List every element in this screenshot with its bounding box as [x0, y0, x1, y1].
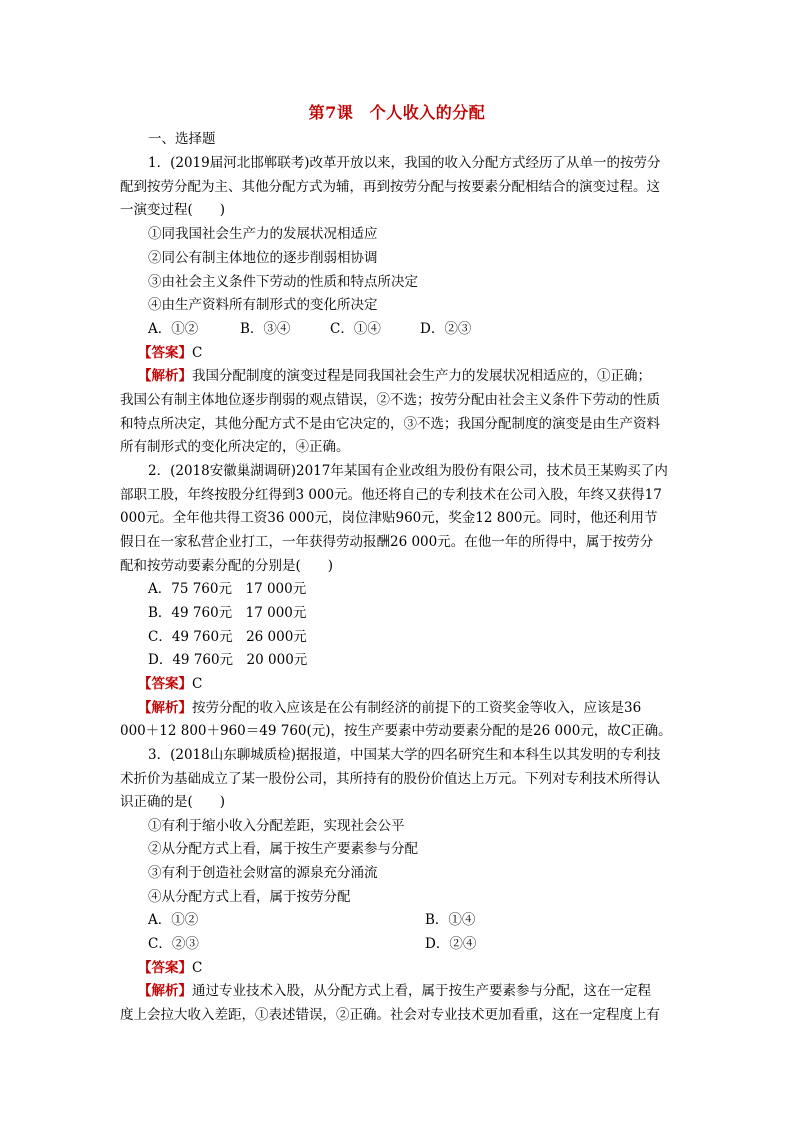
q2-stem-line-5: 配和按劳动要素分配的分别是( ) [120, 558, 334, 574]
q2-stem-line-2: 部职工股，年终按股分红得到3 000元。他还将自己的专利技术在公司入股，年终又获得17 [120, 487, 662, 503]
q1-stem-line-1: 1．(2019届河北邯郸联考)改革开放以来，我国的收入分配方式经历了从单一的按劳分 [148, 155, 661, 171]
q3-answer [138, 959, 202, 977]
q2-option-d: D．49 760元 20 000元 [148, 652, 308, 668]
q2-stem-line-4: 假日在一家私营企业打工，一年获得劳动报酬26 000元。在他一年的所得中，属于按劳分 [120, 534, 654, 550]
analysis-text: 通过专业技术入股，从分配方式上看，属于按生产要素参与分配，这在一定程 [192, 983, 651, 999]
q3-item-1: ①有利于缩小收入分配差距，实现社会公平 [148, 818, 405, 834]
analysis-label: 【解析】 [138, 368, 192, 384]
q1-analysis-line-4: 所有制形式的变化所决定的，④正确。 [120, 439, 350, 455]
q2-option-b: B．49 760元 17 000元 [148, 605, 307, 621]
q1-stem-line-3: 一演变过程( ) [120, 202, 226, 218]
q3-analysis-line-2: 度上会拉大收入差距，①表述错误，②正确。社会对专业技术更加看重，这在一定程度上有 [120, 1007, 660, 1023]
q1-option-c: C．①④ [330, 321, 381, 337]
q3-item-4: ④从分配方式上看，属于按劳分配 [148, 889, 351, 905]
q3-item-3: ③有利于创造社会财富的源泉充分涌流 [148, 865, 378, 881]
q1-option-b: B．③④ [240, 321, 291, 337]
answer-label: 【答案】 [138, 676, 192, 692]
analysis-text: 按劳分配的收入应该是在公有制经济的前提下的工资奖金等收入，应该是36 [192, 700, 642, 716]
q1-option-d: D．②③ [420, 321, 472, 337]
q3-option-b: B．①④ [425, 912, 476, 928]
q3-stem-line-2: 术折价为基础成立了某一股份公司，其所持有的股份价值达上万元。下列对专利技术所得认 [120, 771, 660, 787]
answer-value: C [192, 676, 203, 692]
q1-analysis-line-1 [138, 367, 651, 385]
q1-item-1: ①同我国社会生产力的发展状况相适应 [148, 226, 378, 242]
page-title: 第7课 个人收入的分配 [308, 103, 486, 122]
q1-option-a: A．①② [148, 321, 199, 337]
analysis-label: 【解析】 [138, 983, 192, 999]
answer-label: 【答案】 [138, 960, 192, 976]
q2-option-a: A．75 760元 17 000元 [148, 581, 307, 597]
q1-item-2: ②同公有制主体地位的逐步削弱相协调 [148, 250, 378, 266]
q1-answer [138, 344, 202, 362]
answer-label: 【答案】 [138, 345, 192, 361]
answer-value: C [192, 960, 203, 976]
q3-item-2: ②从分配方式上看，属于按生产要素参与分配 [148, 841, 418, 857]
q2-option-c: C．49 760元 26 000元 [148, 629, 307, 645]
q2-stem-line-3: 000元。全年他共得工资36 000元，岗位津贴960元，奖金12 800元。同时，他还利用节 [120, 510, 658, 526]
q2-answer [138, 675, 202, 693]
q3-analysis-line-1 [138, 982, 651, 1000]
q2-analysis-line-2: 000＋12 800＋960＝49 760(元)，按生产要素中劳动要素分配的是26 000元，故C正确。 [120, 723, 672, 739]
q2-analysis-line-1 [138, 699, 641, 717]
section-heading: 一、选择题 [148, 131, 216, 147]
q1-item-3: ③由社会主义条件下劳动的性质和特点所决定 [148, 274, 418, 290]
q3-stem-line-1: 3．(2018山东聊城质检)据报道，中国某大学的四名研究生和本科生以其发明的专利技 [148, 747, 661, 763]
q1-stem-line-2: 配到按劳分配为主、其他分配方式为辅，再到按劳分配与按要素分配相结合的演变过程。这 [120, 179, 660, 195]
q1-analysis-line-2: 我国公有制主体地位逐步削弱的观点错误，②不选；按劳分配由社会主义条件下劳动的性质 [120, 392, 660, 408]
answer-value: C [192, 345, 203, 361]
q3-option-c: C．②③ [148, 936, 199, 952]
q3-stem-line-3: 识正确的是( ) [120, 794, 226, 810]
q1-analysis-line-3: 和特点所决定，其他分配方式不是由它决定的，③不选；我国分配制度的演变是由生产资料 [120, 416, 660, 432]
q3-option-d: D．②④ [425, 936, 477, 952]
q2-stem-line-1: 2．(2018安徽巢湖调研)2017年某国有企业改组为股份有限公司，技术员王某购买了内 [148, 463, 668, 479]
analysis-label: 【解析】 [138, 700, 192, 716]
q1-item-4: ④由生产资料所有制形式的变化所决定 [148, 297, 378, 313]
analysis-text: 我国分配制度的演变过程是同我国社会生产力的发展状况相适应的，①正确； [192, 368, 651, 384]
q3-option-a: A．①② [148, 912, 199, 928]
